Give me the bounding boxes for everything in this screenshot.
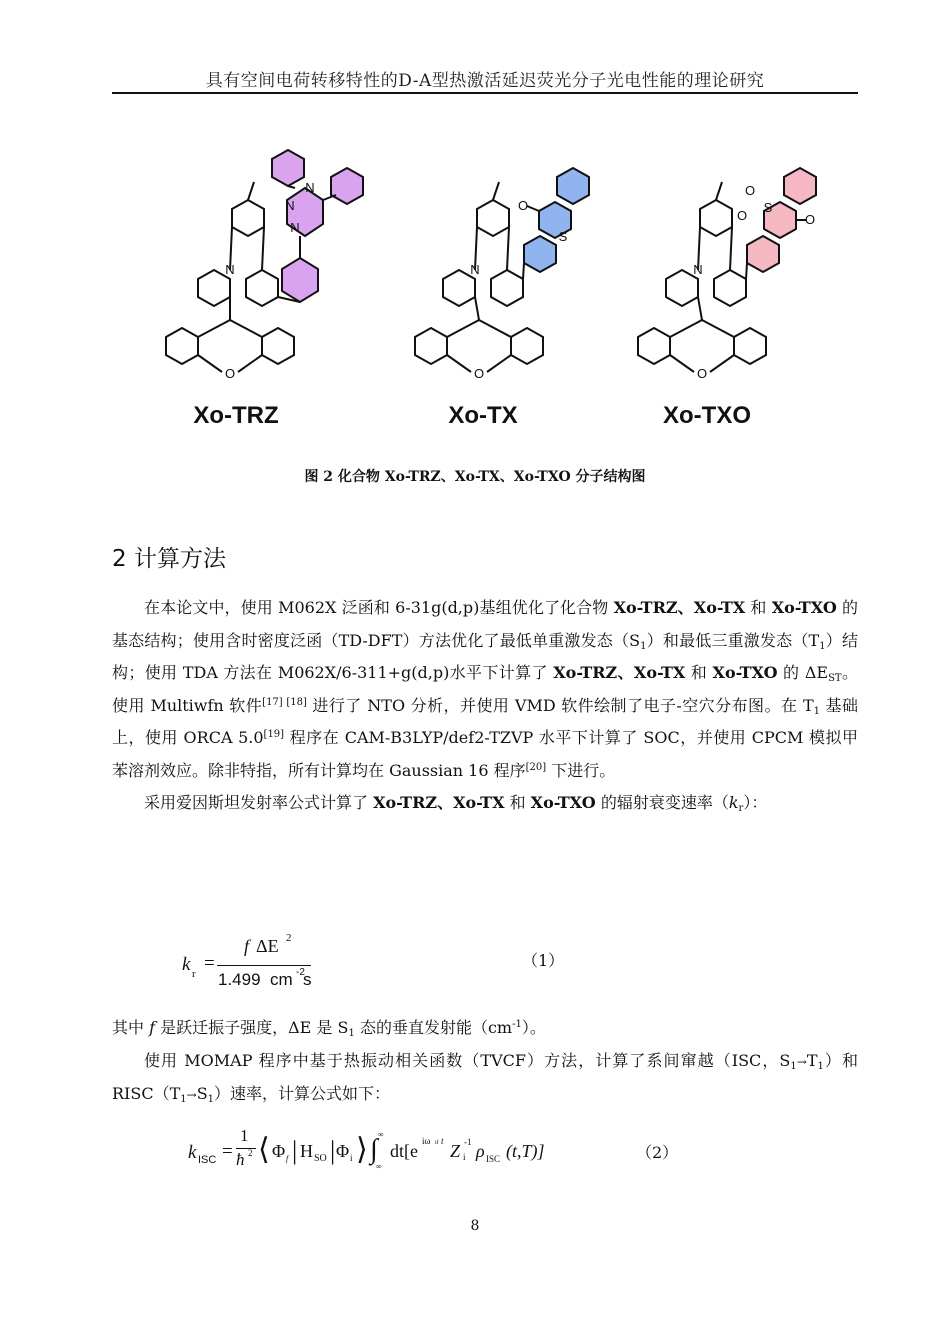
tolyl-ring <box>232 200 264 236</box>
equation-1-number: （1） <box>522 951 565 970</box>
xanthene-ring-right <box>262 328 294 364</box>
atom-label: O <box>804 212 816 227</box>
atom-label: N <box>470 262 480 277</box>
paragraph-definitions: 其中 f 是跃迁振子强度，ΔE 是 $S_1$ 态的垂直发射能$(cm^{-1})$。 <box>112 1018 546 1039</box>
tolyl-ring <box>477 200 509 236</box>
header-rule <box>112 92 858 94</box>
citation: [19] <box>263 729 285 740</box>
atom-label: N <box>285 198 295 213</box>
thioxanthone-ring-bottom <box>524 236 556 272</box>
atom-label: O <box>473 366 485 381</box>
phenyl-top-left <box>272 150 304 186</box>
phenyl-top-right <box>331 168 363 204</box>
carbazole-ring-right <box>491 270 523 306</box>
tolyl-ring <box>700 200 732 236</box>
phenyl-linker-ring <box>282 258 318 302</box>
atom-label: N <box>225 262 235 277</box>
molecule-label-xo-tx: Xo-TX <box>448 402 518 429</box>
atom-label: N <box>290 220 300 235</box>
atom-label: O <box>224 366 236 381</box>
body-text-block-1 <box>112 592 858 820</box>
equation-2-number: （2） <box>636 1143 679 1162</box>
xanthene-ring-left <box>166 328 198 364</box>
xanthene-ring-left <box>638 328 670 364</box>
xanthene-ring-left <box>415 328 447 364</box>
molecule-xo-txo-structure <box>628 165 818 390</box>
molecule-xo-tx-structure <box>405 165 575 390</box>
molecule-xo-trz-structure <box>150 140 320 390</box>
carbazole-ring-right <box>714 270 746 306</box>
molecule-label-xo-txo: Xo-TXO <box>663 402 751 429</box>
atom-label: O <box>744 183 756 198</box>
atom-label: O <box>517 198 529 213</box>
figure-caption: 图 2 化合物 Xo-TRZ、Xo-TX、Xo-TXO 分子结构图 <box>304 469 646 485</box>
thioxanthone-oxide-ring-bottom <box>747 236 779 272</box>
paragraph-radiative-rate: 采用爱因斯坦发射率公式计算了 Xo-TRZ、Xo-TX 和 Xo-TXO 的辐射衰变速率$(k_r)$： <box>144 793 768 814</box>
thioxanthone-ring-top <box>557 168 589 204</box>
atom-label: O <box>696 366 708 381</box>
atom-label: N <box>693 262 703 277</box>
atom-label: S <box>558 229 568 244</box>
running-header: 具有空间电荷转移特性的D-A型热激活延迟荧光分子光电性能的理论研究 <box>205 71 765 91</box>
atom-label: S <box>763 200 773 215</box>
carbazole-ring-right <box>246 270 278 306</box>
equation-1: k r = f ΔE 2 1.499 cm -2 s <box>182 932 312 989</box>
xanthene-ring-right <box>734 328 766 364</box>
citation: [17] [18] <box>262 696 307 708</box>
page-number: 8 <box>470 1218 480 1234</box>
section-heading: 2 计算方法 <box>112 546 226 572</box>
equation-2: k ISC = 1 ħ 2 ⟨ Φ f | H SO | Φ i ⟩ ∫ ∞ ∞ dt[e iω if t Z i -1 ρ ISC (t,T)] <box>188 1126 545 1171</box>
atom-label: O <box>736 208 748 223</box>
body-text-block-2 <box>112 1012 858 1112</box>
molecule-label-xo-trz: Xo-TRZ <box>193 402 279 429</box>
paragraph-methods: 在本论文中，使用 M062X 泛函和 6-31g(d,p)基组优化了化合物 Xo-TRZ、Xo-TX 和 Xo-TXO 的基态结构；使用含时密度泛函（TD-DFT）方法优化了最低单重激发态$(S_1)$和最低三重激发态$(T_1)$结构；使用 TDA 方法在 M062X/6-311+g(d,p)水平下计算了 Xo-TRZ、Xo-TX 和 Xo-TXO 的 $\Delta E_{ST}$。使用 Multiwfn 软件[17] [18] 进行了 NTO 分析，并使用 VMD 软件绘制了电子-空穴分布图。在 $T_1$ 基础上，使用 ORCA 5.0[19] 程序在 CAM-B3LYP/def2-TZVP 水平下计算了 SOC，并使用 CPCM 模拟甲苯溶剂效应。除非特指，所有计算均在 Gaussian 16 程序[20] 下进行。 <box>112 598 858 780</box>
citation: [20] <box>525 761 547 773</box>
xanthene-ring-right <box>511 328 543 364</box>
paragraph-isc-rates: 使用 MOMAP 程序中基于热振动相关函数（TVCF）方法，计算了系间窜越（ISC，$S_1\to T_1$）和 $RISC(T_1\to S_1)$速率，计算公式如下： <box>112 1050 858 1105</box>
atom-label: N <box>305 180 315 195</box>
thioxanthone-oxide-ring-top <box>784 168 816 204</box>
